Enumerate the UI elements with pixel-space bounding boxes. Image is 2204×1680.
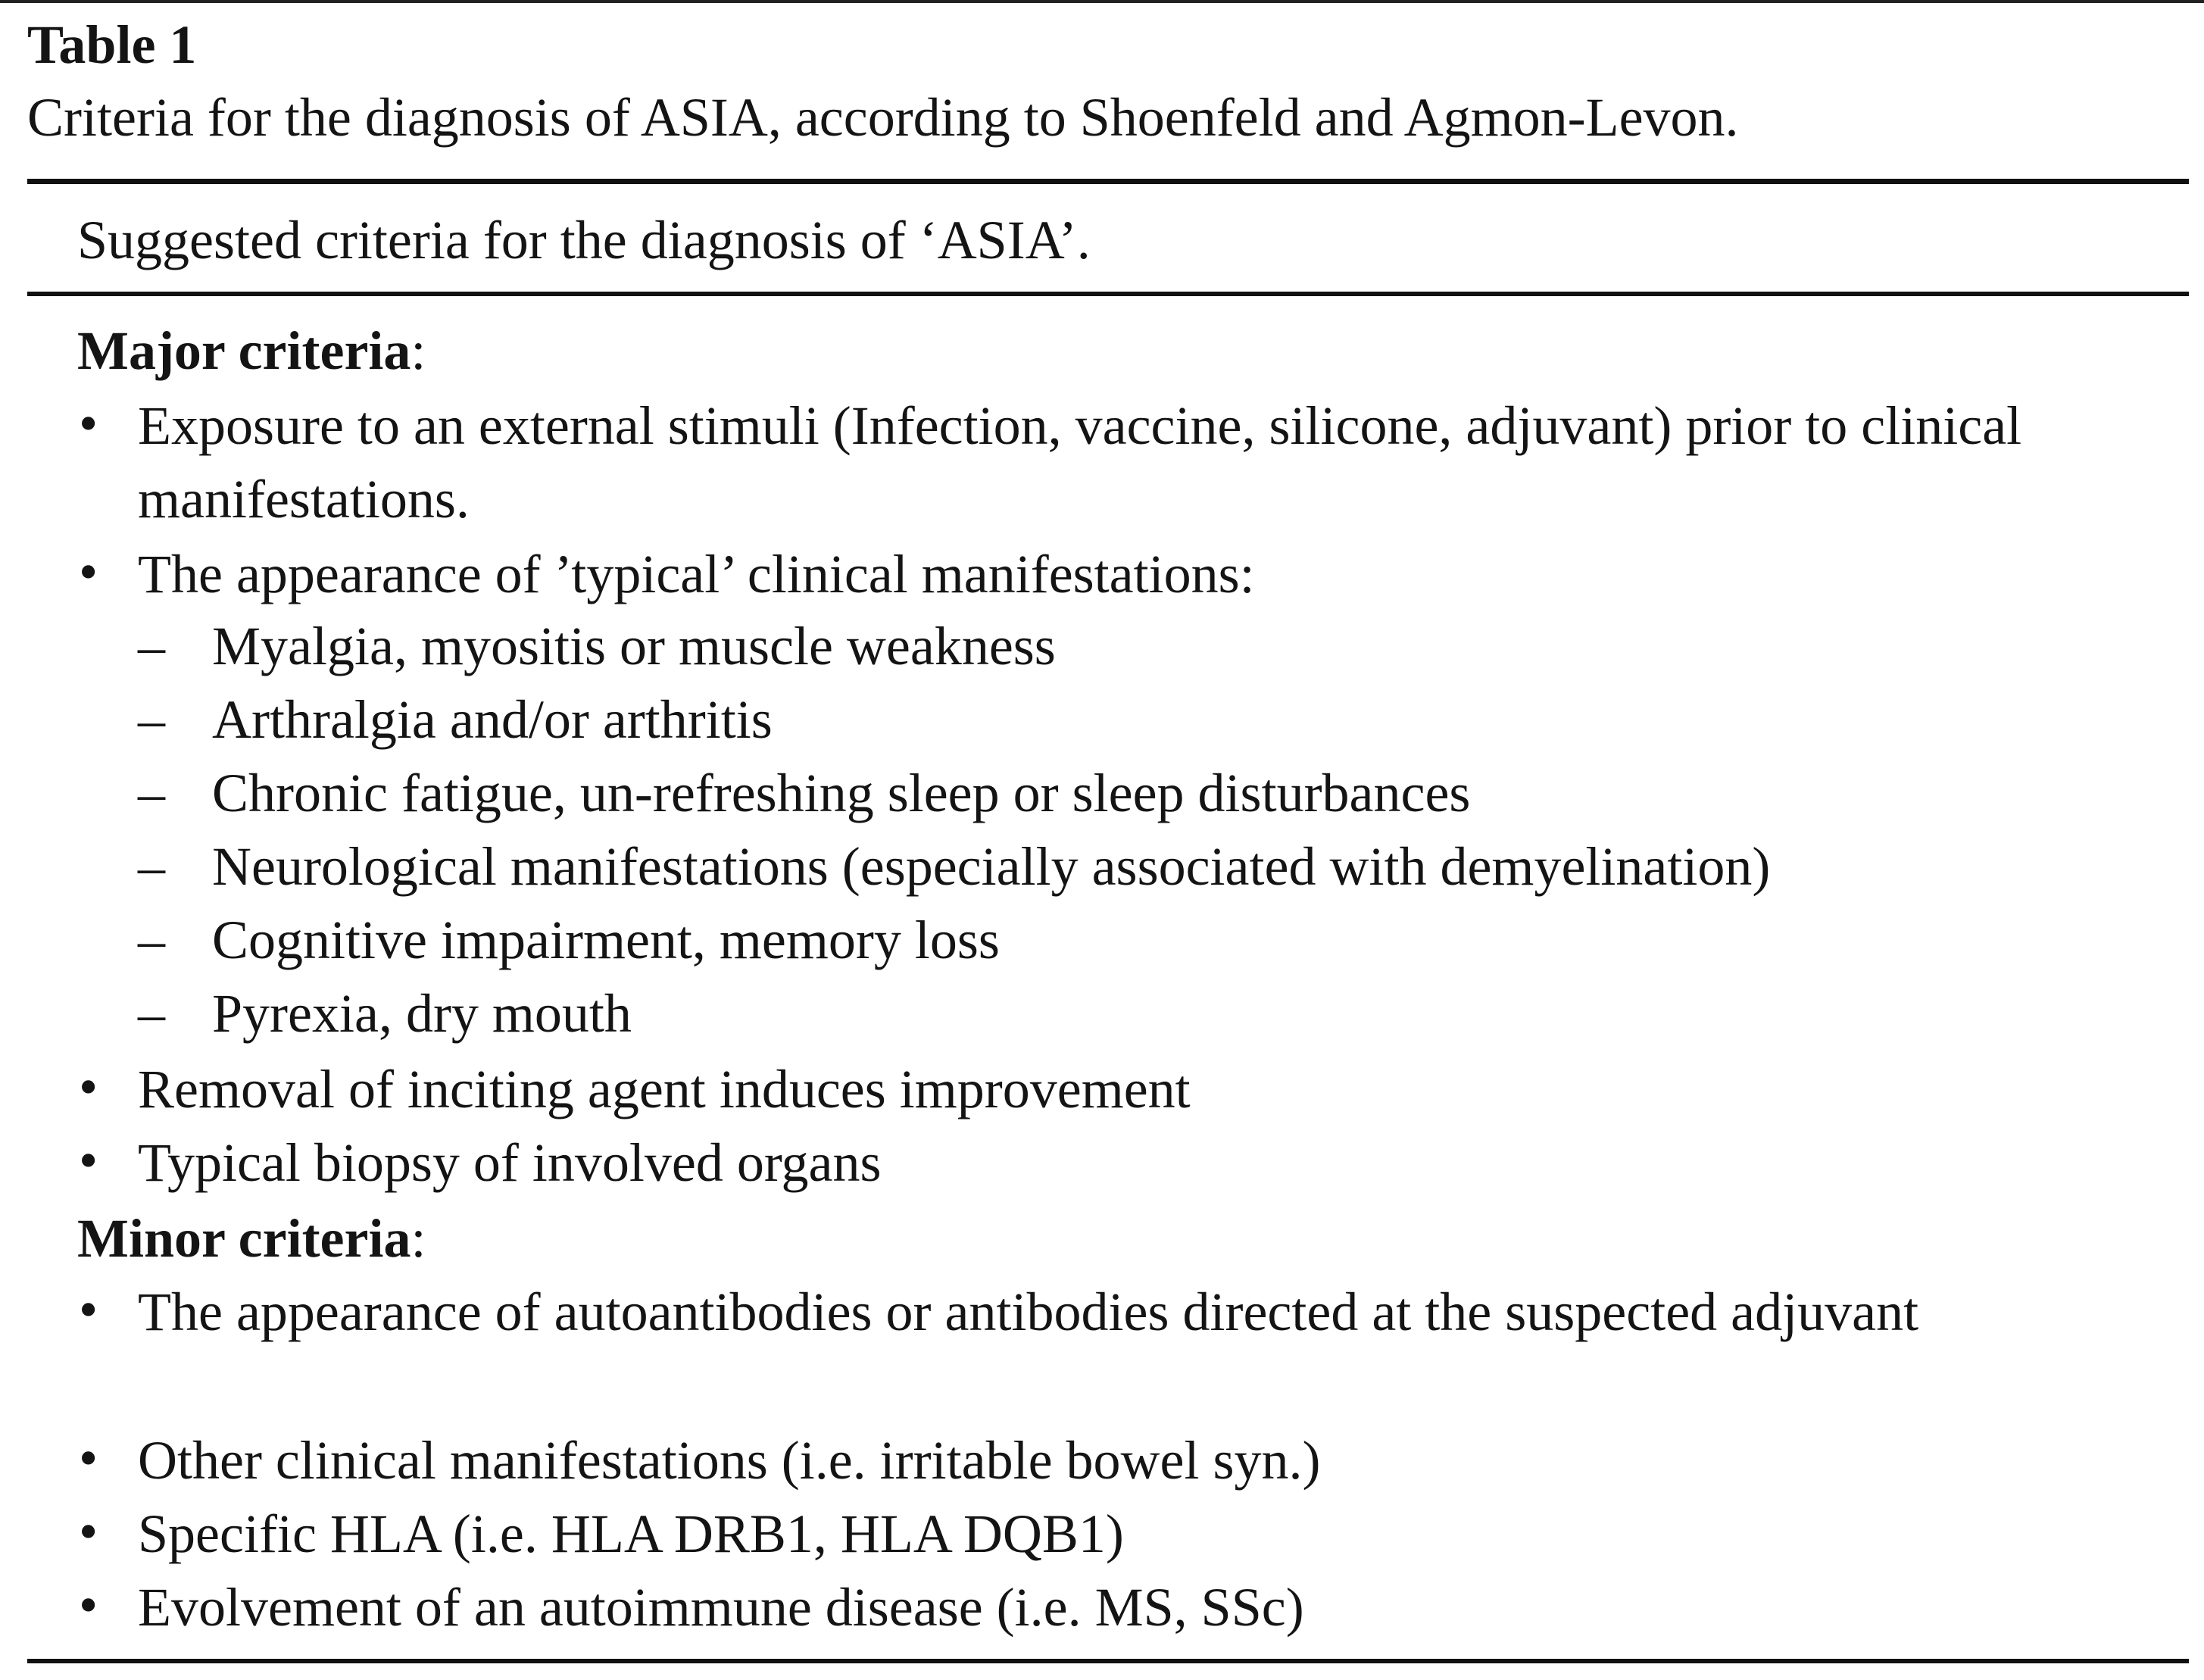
dash-marker: – [138,983,165,1044]
minor-criterion-autoimmune-disease: Evolvement of an autoimmune disease (i.e. MS, SSc) [138,1577,1304,1638]
bullet-marker: • [79,1130,98,1191]
sub-item-myalgia: Myalgia, myositis or muscle weakness [212,616,1056,676]
minor-criteria-title: Minor criteria [77,1208,411,1269]
major-criterion-exposure: Exposure to an external stimuli (Infection, vaccine, silicone, adjuvant) prior to clinical manifestations. [138,395,2022,529]
sub-item-cognitive: Cognitive impairment, memory loss [212,910,1000,970]
bullet-marker: • [79,1501,98,1562]
bullet-marker: • [79,1057,98,1117]
major-criteria-heading [77,317,426,385]
minor-criterion-autoantibodies: The appearance of autoantibodies or antibodies directed at the suspected adjuvant [138,1282,1919,1342]
bullet-marker: • [79,542,98,602]
table-bottom-rule [27,1659,2189,1663]
sub-item-neurological: Neurological manifestations (especially associated with demyelination) [212,836,1771,897]
bullet-marker: • [79,1279,98,1340]
minor-criteria-heading [77,1204,426,1272]
major-criteria-colon: : [411,320,426,381]
minor-criteria-colon: : [411,1208,426,1269]
minor-criterion-other-clinical: Other clinical manifestations (i.e. irritable bowel syn.) [138,1430,1321,1491]
header-bottom-rule [27,292,2189,296]
sub-item-chronic-fatigue: Chronic fatigue, un-refreshing sleep or sleep disturbances [212,763,1471,823]
bullet-marker: • [79,393,98,454]
dash-marker: – [138,763,165,823]
column-header: Suggested criteria for the diagnosis of ‘ASIA’. [77,210,1091,270]
table-label: Table 1 [27,14,197,75]
major-criterion-removal: Removal of inciting agent induces improvement [138,1059,1191,1119]
dash-marker: – [138,616,165,676]
bullet-marker: • [79,1428,98,1488]
major-criteria-title: Major criteria [77,320,411,381]
major-criterion-manifestations: The appearance of ’typical’ clinical manifestations: [138,544,1255,604]
minor-criterion-hla: Specific HLA (i.e. HLA DRB1, HLA DQB1) [138,1504,1124,1564]
major-criterion-biopsy: Typical biopsy of involved organs [138,1132,882,1193]
sub-item-pyrexia: Pyrexia, dry mouth [212,983,632,1044]
top-border-rule [0,0,2204,3]
dash-marker: – [138,836,165,897]
header-top-rule [27,179,2189,184]
dash-marker: – [138,689,165,750]
table-caption: Criteria for the diagnosis of ASIA, according to Shoenfeld and Agmon-Levon. [27,87,1739,148]
bullet-marker: • [79,1575,98,1635]
sub-item-arthralgia: Arthralgia and/or arthritis [212,689,773,750]
dash-marker: – [138,910,165,970]
